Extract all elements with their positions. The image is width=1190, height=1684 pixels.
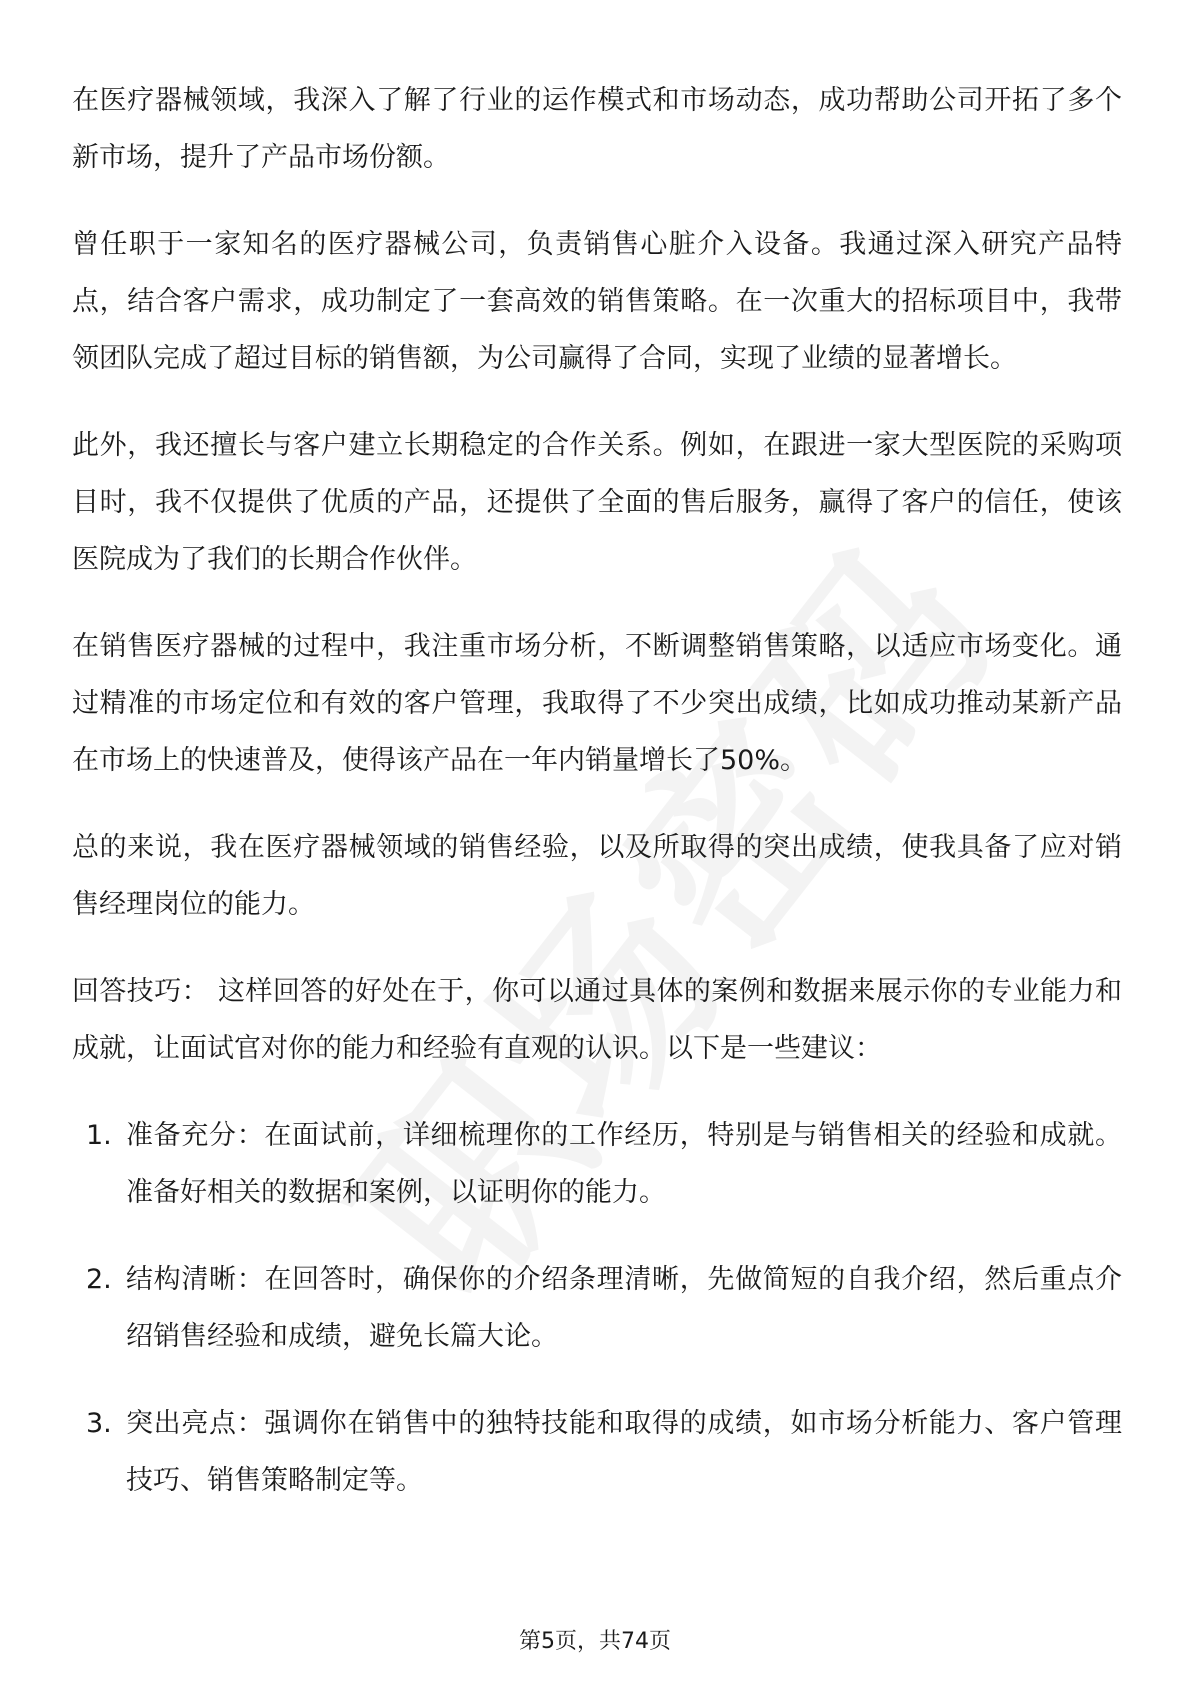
- paragraph: 此外，我还擅长与客户建立长期稳定的合作关系。例如，在跟进一家大型医院的采购项目时，我不仅提供了优质的产品，还提供了全面的售后服务，赢得了客户的信任，使该医院成为了我们的长期合作伙伴。: [72, 430, 1122, 575]
- list-number: 2.: [86, 1264, 112, 1295]
- list-item-text: 突出亮点：强调你在销售中的独特技能和取得的成绩，如市场分析能力、客户管理技巧、销售策略制定等。: [126, 1408, 1122, 1496]
- list-item: [72, 1251, 1122, 1365]
- document-body: [72, 72, 1122, 1539]
- paragraph: 在医疗器械领域，我深入了解了行业的运作模式和市场动态，成功帮助公司开拓了多个新市场，提升了产品市场份额。: [72, 85, 1122, 173]
- list-item-text: 准备充分：在面试前，详细梳理你的工作经历，特别是与销售相关的经验和成就。准备好相关的数据和案例，以证明你的能力。: [126, 1120, 1122, 1208]
- paragraph: 总的来说，我在医疗器械领域的销售经验，以及所取得的突出成绩，使我具备了应对销售经理岗位的能力。: [72, 832, 1122, 920]
- tips-list: [72, 1107, 1122, 1509]
- list-item: [72, 1107, 1122, 1221]
- paragraph: 在销售医疗器械的过程中，我注重市场分析，不断调整销售策略，以适应市场变化。通过精准的市场定位和有效的客户管理，我取得了不少突出成绩，比如成功推动某新产品在市场上的快速普及，使得该产品在一年内销量增长了50%。: [72, 631, 1122, 776]
- page-number-footer: 第5页，共74页: [519, 1629, 671, 1654]
- list-item: [72, 1395, 1122, 1509]
- paragraph: 曾任职于一家知名的医疗器械公司，负责销售心脏介入设备。我通过深入研究产品特点，结合客户需求，成功制定了一套高效的销售策略。在一次重大的招标项目中，我带领团队完成了超过目标的销售额，为公司赢得了合同，实现了业绩的显著增长。: [72, 229, 1122, 374]
- list-number: 1.: [86, 1120, 112, 1151]
- paragraph: 回答技巧： 这样回答的好处在于，你可以通过具体的案例和数据来展示你的专业能力和成就，让面试官对你的能力和经验有直观的认识。以下是一些建议：: [72, 976, 1122, 1064]
- list-item-text: 结构清晰：在回答时，确保你的介绍条理清晰，先做简短的自我介绍，然后重点介绍销售经验和成绩，避免长篇大论。: [126, 1264, 1122, 1352]
- list-number: 3.: [86, 1408, 112, 1439]
